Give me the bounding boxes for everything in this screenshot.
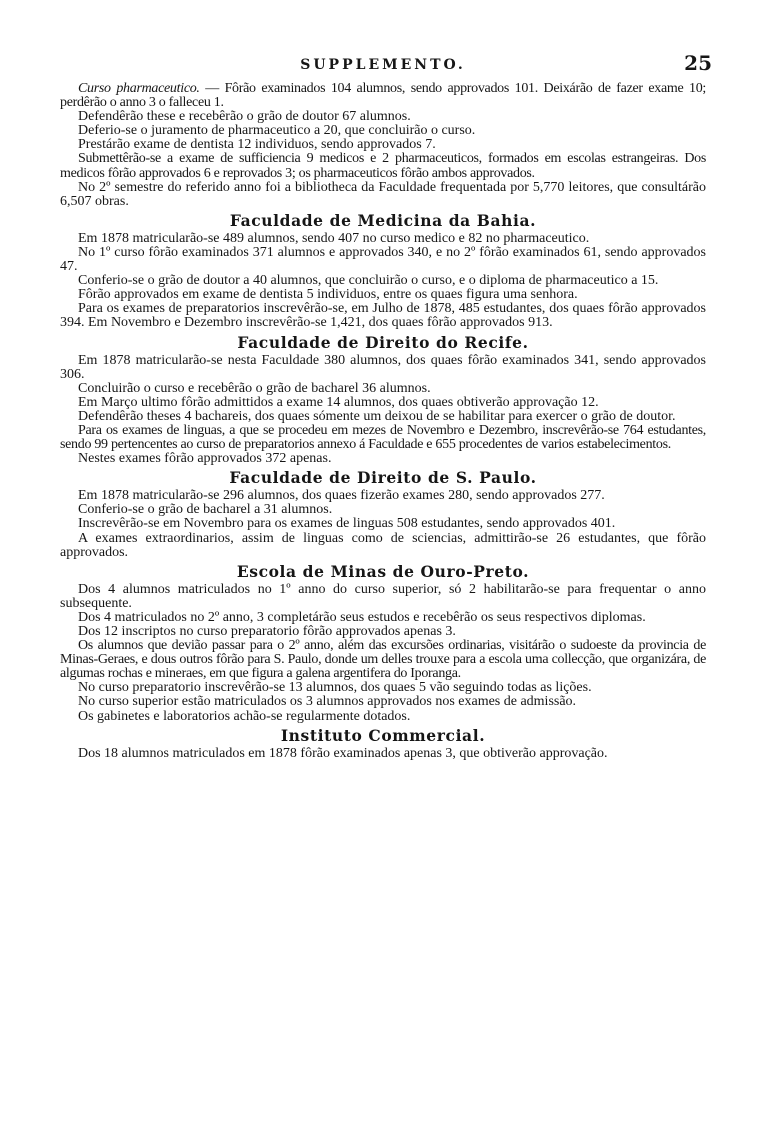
paragraph: No 1º curso fôrão examinados 371 alumnos e approvados 340, e no 2º fôrão examinados 61, sendo approvados 47. xyxy=(60,244,706,275)
paragraph: Os gabinetes e laboratorios achão-se regularmente dotados. xyxy=(78,708,411,724)
section-curso-pharmaceutico xyxy=(60,82,706,209)
paragraph xyxy=(60,82,706,110)
paragraph: Dos 4 alumnos matriculados no 1º anno do curso superior, só 2 habilitarão-se para frequentar o anno subsequente. xyxy=(60,581,706,611)
section-heading-instituto-commercial: Instituto Commercial. xyxy=(280,725,486,745)
paragraph: Defendêrão theses 4 bachareis, dos quaes sómente um deixou de se habilitar para exercer o grão de doutor. xyxy=(78,408,676,424)
paragraph: Conferio-se o grão de bacharel a 31 alumnos. xyxy=(78,502,333,518)
paragraph: No curso superior estão matriculados os 3 alumnos approvados nos exames de admissão. xyxy=(78,694,577,710)
paragraph: Em Março ultimo fôrão admittidos a exame 14 alumnos, dos quaes obtiverão approvação 12. xyxy=(78,394,599,410)
paragraph: Deferio-se o juramento de pharmaceutico a 20, que concluirão o curso. xyxy=(78,123,476,139)
paragraph: Inscrevêrão-se em Novembro para os exames de linguas 508 estudantes, sendo approvados 401. xyxy=(78,516,616,532)
paragraph: Em 1878 matricularão-se nesta Faculdade 380 alumnos, dos quaes fôrão examinados 341, sendo approvados 306. xyxy=(60,352,706,382)
paragraph: Nestes exames fôrão approvados 372 apenas. xyxy=(78,451,332,467)
paragraph: Em 1878 matricularão-se 489 alumnos, sendo 407 no curso medico e 82 no pharmaceutico. xyxy=(78,230,590,246)
section-ouro-preto xyxy=(60,583,706,724)
section-bahia xyxy=(60,232,706,331)
section-heading-sao-paulo: Faculdade de Direito de S. Paulo. xyxy=(229,468,537,488)
running-title: SUPPLEMENTO. xyxy=(300,57,466,73)
paragraph: Para os exames de linguas, a que se procedeu em mezes de Novembro e Dezembro, inscrevêrão-se 764 estudantes, sendo 99 pertencentes ao curso de preparatorios annexo á Faculdade e 655 procedentes de varios estabelecimentos. xyxy=(60,422,706,453)
paragraph: A exames extraordinarios, assim de linguas como de sciencias, admittirão-se 26 estudantes, que fôrão approvados. xyxy=(60,530,706,560)
paragraph: Dos 4 matriculados no 2º anno, 3 completárão seus estudos e recebêrão os seus respectivos diplomas. xyxy=(78,609,646,625)
paragraph: Conferio-se o grão de doutor a 40 alumnos, que concluirão o curso, e o diploma de pharmaceutico a 15. xyxy=(78,273,659,289)
paragraph: Defendêrão these e recebêrão o grão de doutor 67 alumnos. xyxy=(78,109,411,125)
document-page xyxy=(60,51,712,761)
paragraph: Submettêrão-se a exame de sufficiencia 9 medicos e 2 pharmaceuticos, formados em escolas estrangeiras. Dos medicos fôrão approvados 6 e reprovados 3; os pharmaceuticos fôrão ambos approvados. xyxy=(60,151,706,181)
paragraph: Fôrão approvados em exame de dentista 5 individuos, entre os quaes figura uma senhora. xyxy=(78,287,578,303)
section-heading-bahia: Faculdade de Medicina da Bahia. xyxy=(229,210,537,230)
paragraph: No curso preparatorio inscrevêrão-se 13 alumnos, dos quaes 5 vão seguindo todas as lições. xyxy=(78,680,592,696)
section-recife xyxy=(60,354,706,467)
paragraph-text: — Fôrão examinados 104 alumnos, sendo approvados 101. Deixárão de fazer exame 10; perdêrão o anno 3 o falleceu 1. xyxy=(60,81,707,111)
section-instituto-commercial xyxy=(60,747,706,761)
running-header xyxy=(60,51,712,80)
paragraph: Os alumnos que devião passar para o 2º anno, além das excursões ordinarias, visitárão o sudoeste da provincia de Minas-Geraes, e dous outros fôrão para S. Paulo, donde um delles trouxe para a escola uma collecção, que organizára, de algumas rochas e mineraes, em que figura a galena argentifera do Iporanga. xyxy=(60,638,706,682)
paragraph: Em 1878 matricularão-se 296 alumnos, dos quaes fizerão exames 280, sendo approvados 277. xyxy=(78,488,605,504)
page-number: 25 xyxy=(684,51,712,75)
paragraph: Dos 18 alumnos matriculados em 1878 fôrão examinados apenas 3, que obtiverão approvação. xyxy=(78,745,608,761)
paragraph: Concluirão o curso e recebêrão o grão de bacharel 36 alumnos. xyxy=(78,380,431,396)
paragraph: No 2º semestre do referido anno foi a bibliotheca da Faculdade frequentada por 5,770 leitores, que consultárão 6,507 obras. xyxy=(60,179,706,209)
section-heading-ouro-preto: Escola de Minas de Ouro-Preto. xyxy=(236,561,530,581)
run-in-label: Curso pharmaceutico. xyxy=(78,81,200,96)
section-heading-recife: Faculdade de Direito do Recife. xyxy=(237,332,529,352)
paragraph: Dos 12 inscriptos no curso preparatorio fôrão approvados apenas 3. xyxy=(78,624,456,639)
paragraph: Prestárão exame de dentista 12 individuos, sendo approvados 7. xyxy=(78,137,436,153)
section-sao-paulo xyxy=(60,489,706,559)
paragraph: Para os exames de preparatorios inscrevêrão-se, em Julho de 1878, 485 estudantes, dos quaes fôrão approvados 394. Em Novembro e Dezembro inscrevêrão-se 1,421, dos quaes fôrão approvados 913. xyxy=(60,301,706,331)
